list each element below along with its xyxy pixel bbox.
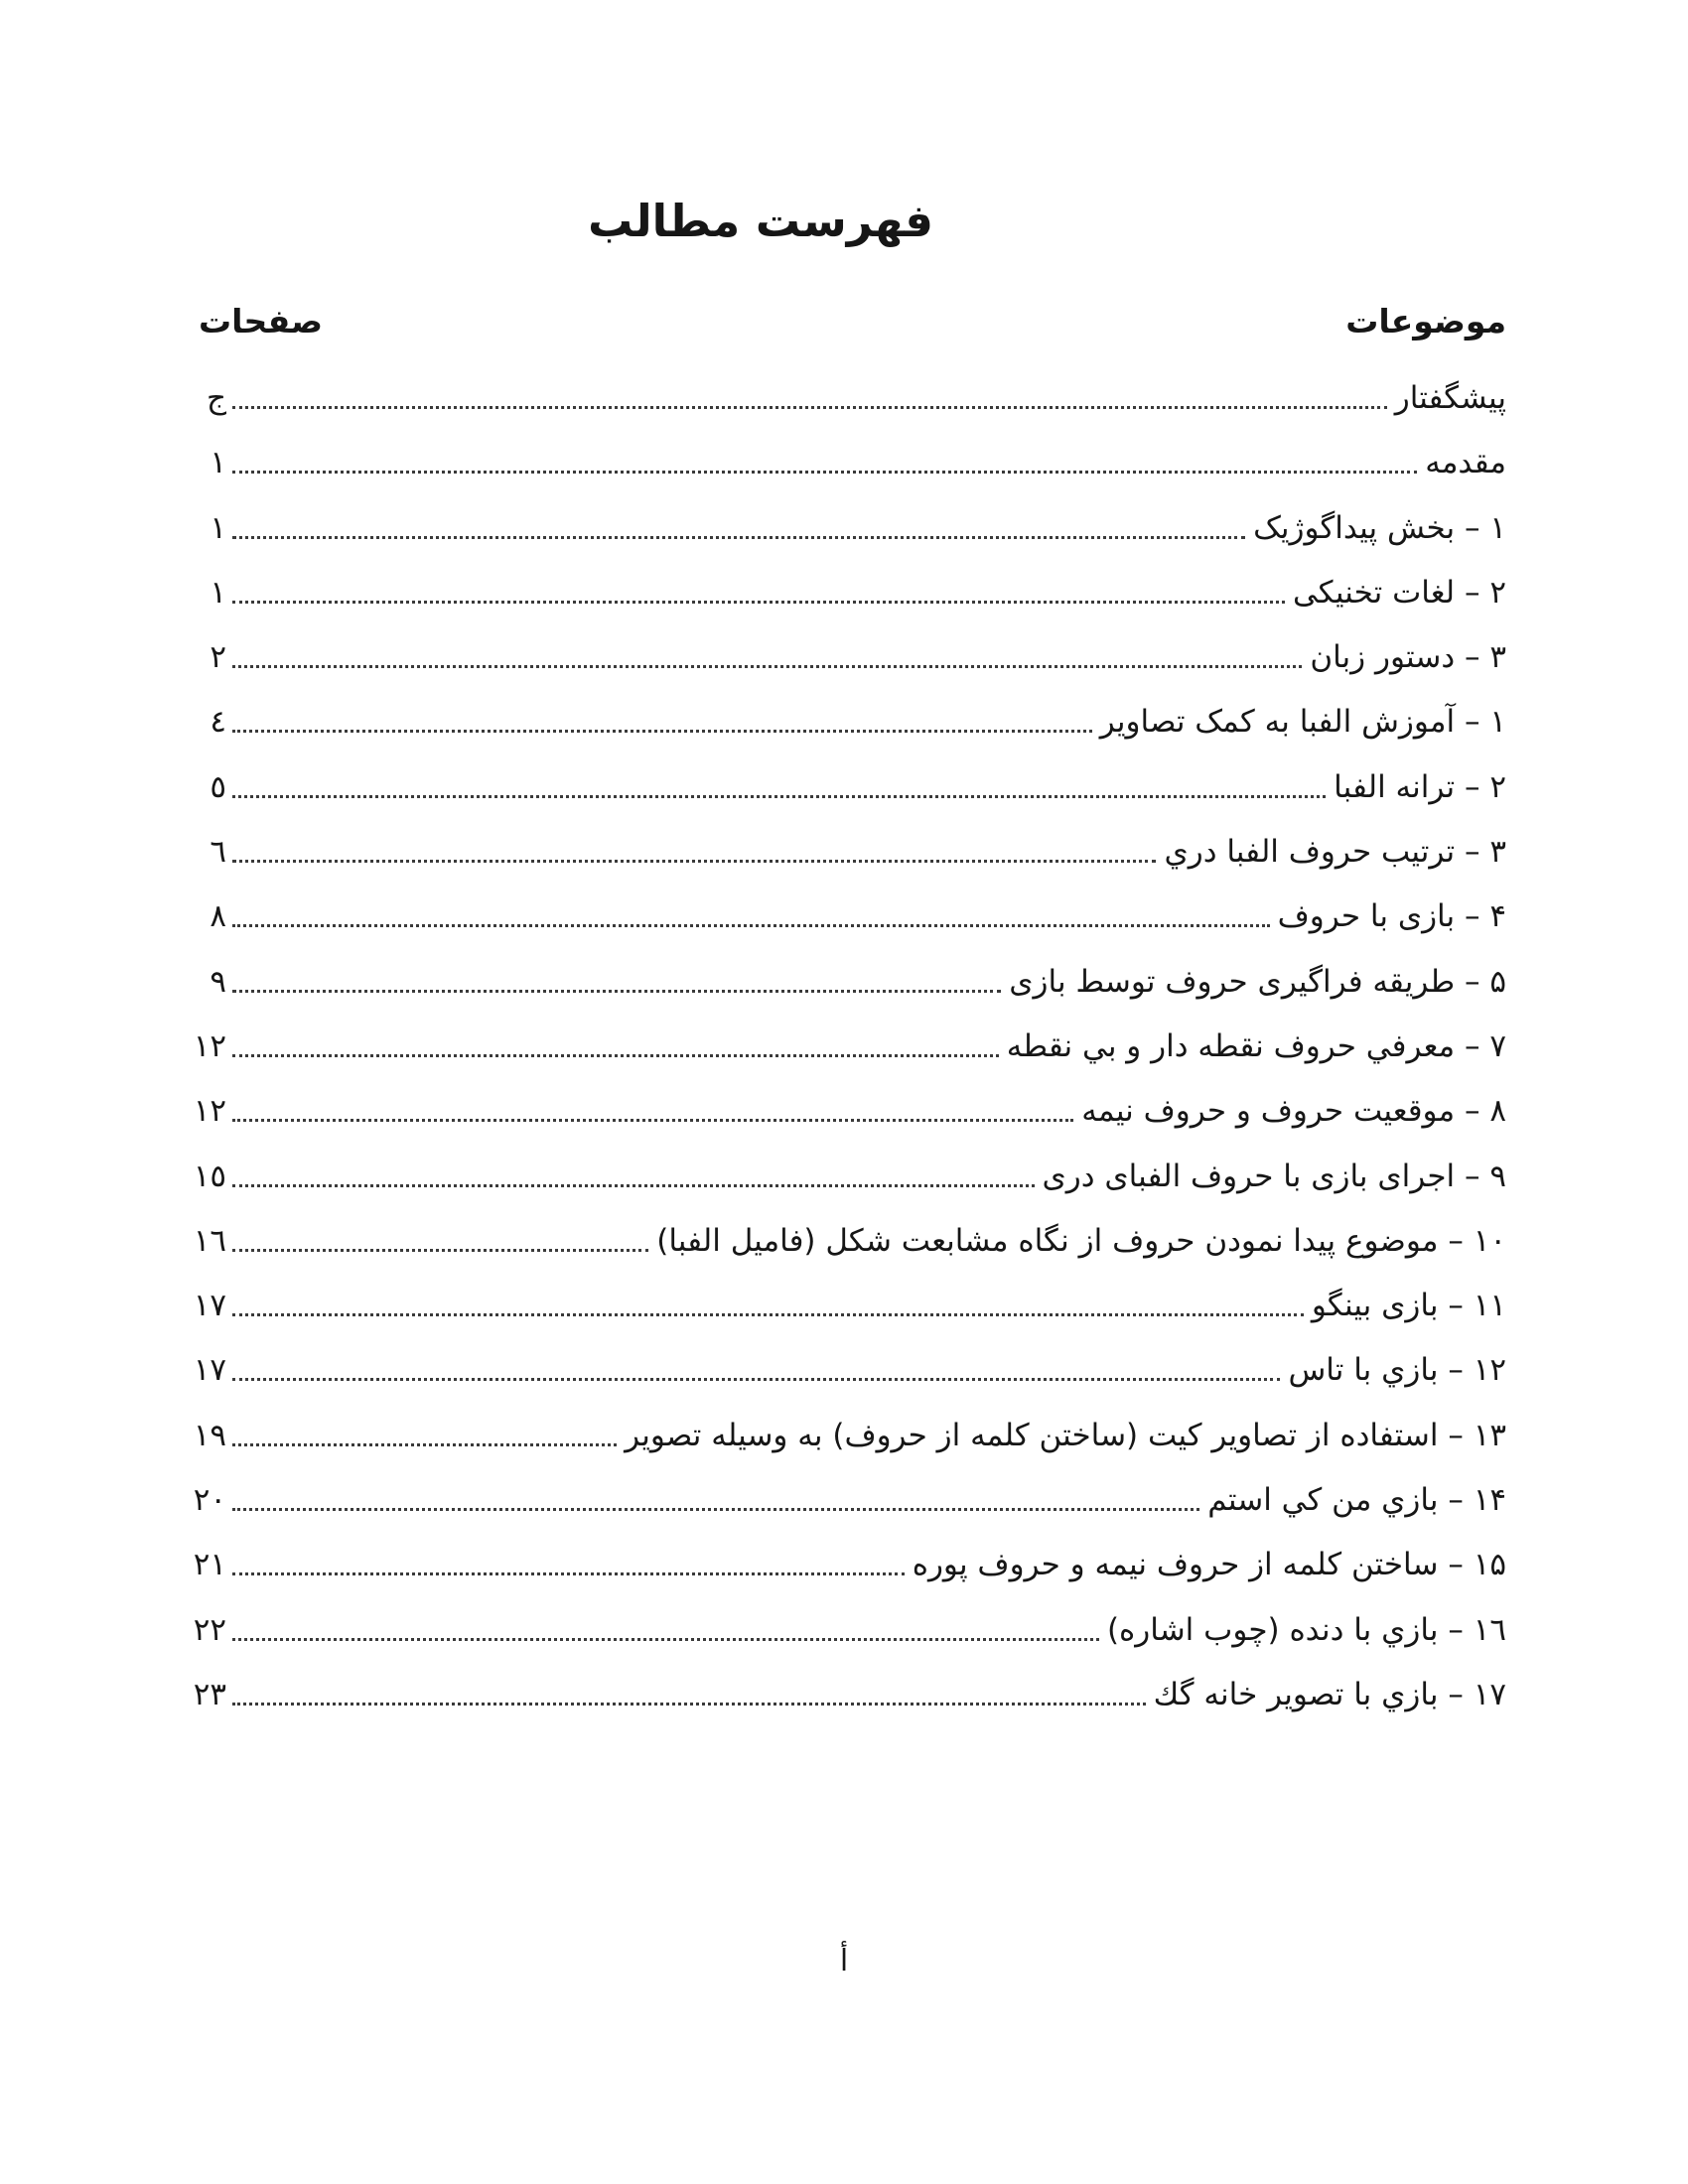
toc-entry-page: ٨ bbox=[210, 898, 226, 935]
toc-row bbox=[147, 1223, 1506, 1288]
dotted-leader bbox=[232, 1054, 999, 1057]
dotted-leader bbox=[232, 990, 1001, 993]
toc-entry-title: ۵ – طریقه فراگیری حروف توسط بازی bbox=[1009, 963, 1506, 1000]
toc-row bbox=[147, 1028, 1506, 1093]
page-title: فهرست مطالب bbox=[588, 195, 933, 247]
dotted-leader bbox=[232, 1508, 1199, 1511]
toc-entry-title: ۲ – ترانه الفبا bbox=[1334, 768, 1506, 805]
toc-entry-title: مقدمه bbox=[1425, 445, 1506, 481]
dotted-leader bbox=[232, 1249, 648, 1252]
page-footer-marker: أ bbox=[839, 1944, 849, 1979]
dotted-leader bbox=[232, 795, 1326, 798]
toc-row bbox=[147, 1093, 1506, 1158]
toc-entry-page: ٢ bbox=[210, 639, 226, 676]
toc-entry-page: ٩ bbox=[210, 963, 226, 1000]
toc-entry-page: ٢٠ bbox=[193, 1482, 226, 1519]
toc-entry-title: ۳ – دستور زبان bbox=[1310, 639, 1506, 676]
toc-entry-page: ١٥ bbox=[193, 1158, 226, 1194]
toc-row bbox=[147, 1482, 1506, 1547]
toc-entry-page: ٤ bbox=[210, 704, 226, 741]
dotted-leader bbox=[232, 406, 1387, 409]
toc-entry-title: ۸ – موقعیت حروف و حروف نیمه bbox=[1081, 1093, 1506, 1130]
toc-entry-title: ۴ – بازی با حروف bbox=[1277, 898, 1506, 935]
toc-entry-title: ۷ – معرفي حروف نقطه دار و بي نقطه bbox=[1006, 1027, 1506, 1064]
toc-row bbox=[147, 1288, 1506, 1352]
column-headers bbox=[199, 302, 1506, 341]
toc-row bbox=[147, 380, 1506, 445]
toc-row bbox=[147, 575, 1506, 639]
toc-entry-title: ۲ – لغات تخنیکی bbox=[1292, 574, 1506, 611]
toc-entry-page: ٢٢ bbox=[193, 1611, 226, 1648]
toc-row bbox=[147, 510, 1506, 575]
toc-entry-page: ١ bbox=[210, 509, 226, 546]
dotted-leader bbox=[232, 860, 1156, 863]
toc-row bbox=[147, 1159, 1506, 1223]
toc-row bbox=[147, 834, 1506, 898]
toc-row bbox=[147, 1677, 1506, 1741]
dotted-leader bbox=[232, 1378, 1280, 1381]
toc-entry-page: ٢٣ bbox=[193, 1676, 226, 1712]
toc-entry-page: ١٦ bbox=[193, 1222, 226, 1259]
toc-entry-page: ٥ bbox=[210, 768, 226, 805]
toc-row bbox=[147, 1612, 1506, 1677]
toc-entry-page: ١٧ bbox=[193, 1352, 226, 1389]
dotted-leader bbox=[232, 601, 1285, 604]
toc-row bbox=[147, 639, 1506, 704]
toc-entry-title: ۱۳ – استفاده از تصاویر کیت (ساختن کلمه از حروف) به وسیله تصویر bbox=[625, 1417, 1506, 1453]
toc-row bbox=[147, 704, 1506, 768]
toc-entry-title: ۱۱ – بازی بینگو bbox=[1311, 1288, 1506, 1324]
toc-entry-page: ١٢ bbox=[193, 1093, 226, 1130]
dotted-leader bbox=[232, 536, 1245, 539]
toc-row bbox=[147, 445, 1506, 509]
toc-entry-title: ۱۰ – موضوع پیدا نمودن حروف از نگاه مشابعت شکل (فامیل الفبا) bbox=[656, 1222, 1506, 1259]
toc-entry-title: ۱ – آموزش الفبا به کمک تصاویر bbox=[1099, 704, 1506, 741]
toc-entry-title: ۱۵ – ساختن کلمه از حروف نیمه و حروف پوره bbox=[912, 1547, 1506, 1583]
toc-entry-page: ٦ bbox=[210, 834, 226, 871]
toc-entry-page: ١٢ bbox=[193, 1027, 226, 1064]
dotted-leader bbox=[232, 1638, 1099, 1641]
dotted-leader bbox=[232, 1443, 617, 1446]
toc-row bbox=[147, 769, 1506, 834]
dotted-leader bbox=[232, 471, 1417, 474]
toc-row bbox=[147, 1418, 1506, 1482]
dotted-leader bbox=[232, 730, 1092, 733]
toc-entry-page: ١ bbox=[210, 445, 226, 481]
toc-entry-title: ۱۲ – بازي با تاس bbox=[1288, 1352, 1506, 1389]
toc-entry-page: ٢١ bbox=[193, 1547, 226, 1583]
toc-row bbox=[147, 1547, 1506, 1611]
toc-row bbox=[147, 898, 1506, 963]
column-header-pages: صفحات bbox=[199, 302, 323, 341]
toc-entry-title: ۱۴ – بازي من کي استم bbox=[1207, 1482, 1506, 1519]
toc-entry-page: ١٧ bbox=[193, 1288, 226, 1324]
toc-row bbox=[147, 964, 1506, 1028]
toc-entry-page: ١ bbox=[210, 574, 226, 611]
dotted-leader bbox=[232, 1572, 905, 1575]
dotted-leader bbox=[232, 1119, 1073, 1122]
dotted-leader bbox=[232, 665, 1302, 668]
dotted-leader bbox=[232, 1703, 1146, 1706]
toc-entry-page: ج bbox=[206, 380, 226, 416]
dotted-leader bbox=[232, 1184, 1035, 1187]
toc-entry-title: ۱ – بخش پیداگوژیک bbox=[1253, 509, 1506, 546]
toc-entry-title: ۳ – ترتیب حروف الفبا دري bbox=[1164, 834, 1506, 871]
toc-entry-page: ١٩ bbox=[193, 1417, 226, 1453]
dotted-leader bbox=[232, 924, 1270, 927]
toc-entry-title: پیشگفتار bbox=[1394, 380, 1506, 416]
toc-entry-title: ۱۷ – بازي با تصویر خانه گك bbox=[1153, 1676, 1506, 1712]
column-header-topics: موضوعات bbox=[1345, 302, 1506, 341]
toc-entry-title: ۹ – اجرای بازی با حروف الفبای دری bbox=[1042, 1158, 1506, 1194]
toc-row bbox=[147, 1352, 1506, 1417]
toc-entry-title: ۱٦ – بازي با دنده (چوب اشاره) bbox=[1106, 1611, 1506, 1648]
toc-list bbox=[147, 380, 1506, 1741]
dotted-leader bbox=[232, 1313, 1304, 1316]
